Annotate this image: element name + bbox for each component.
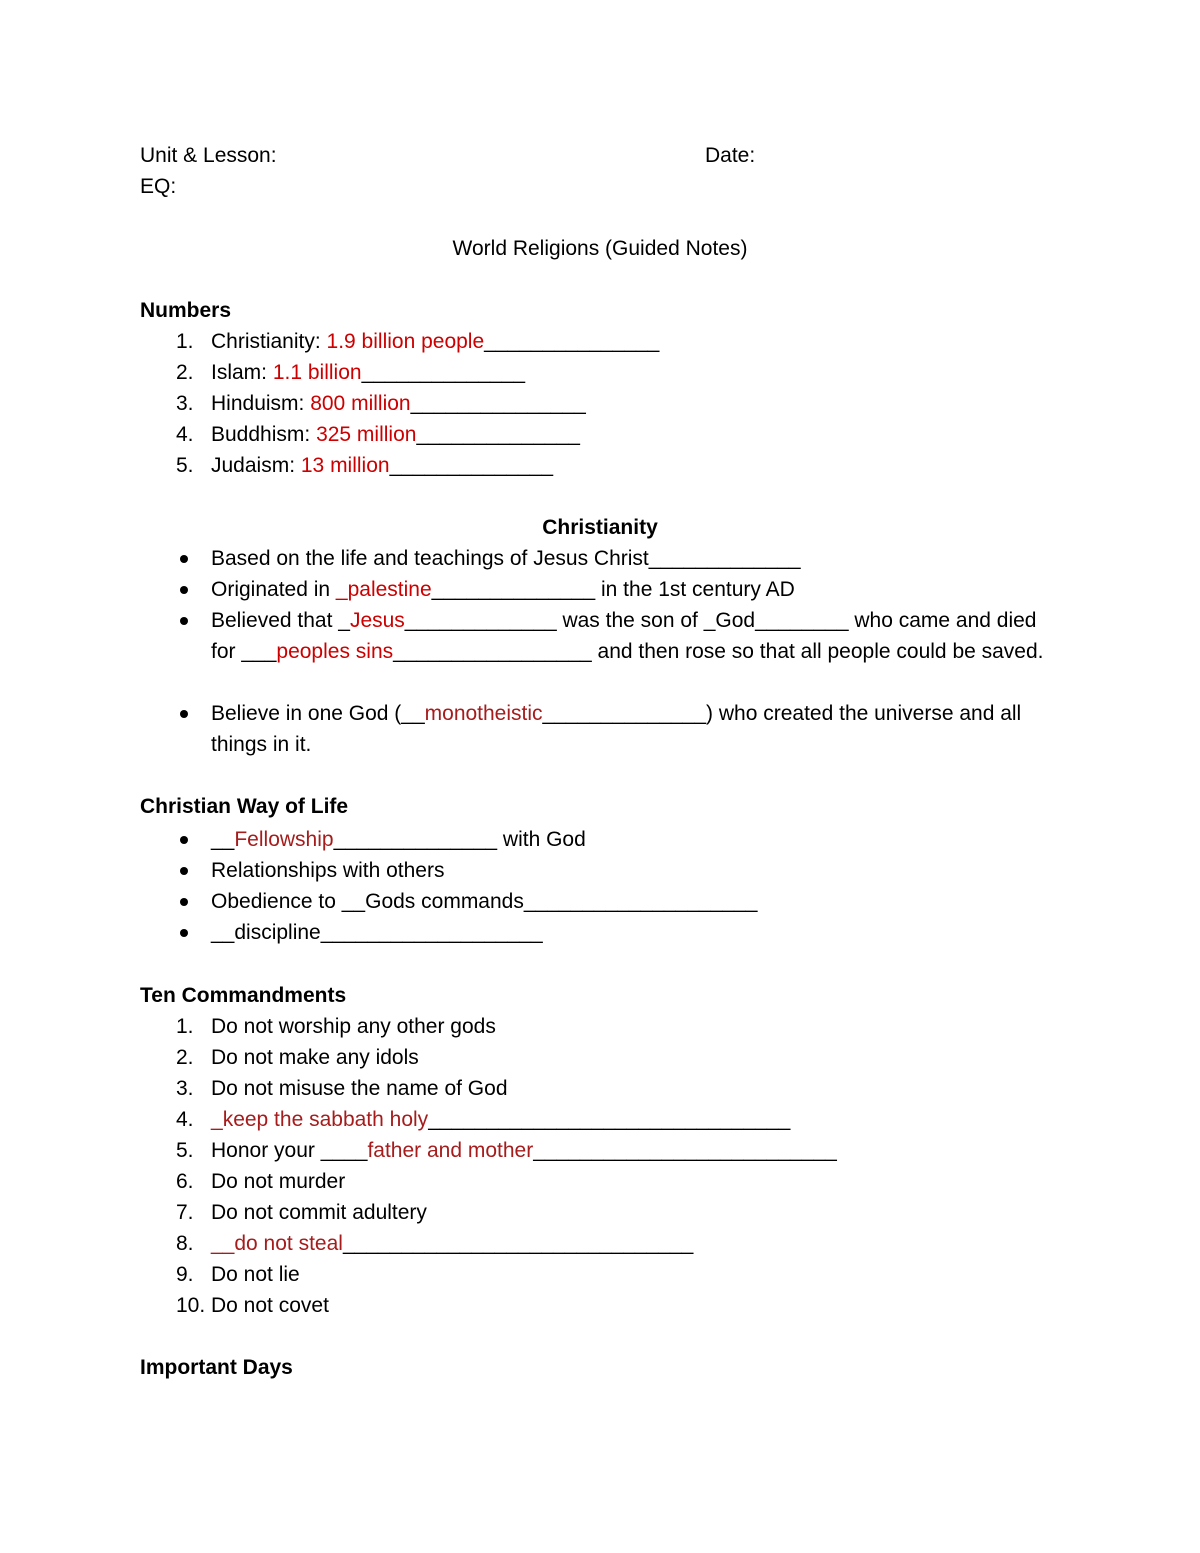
list-number: 9.: [176, 1263, 194, 1286]
answer-text: 325 million: [316, 423, 417, 446]
bullet-text: Relationships with others: [211, 859, 445, 882]
bullet-text: __: [211, 828, 235, 851]
answer-blank: ______________: [416, 423, 580, 446]
way-of-life-heading: Christian Way of Life: [140, 795, 349, 818]
christianity-heading: Christianity: [542, 516, 658, 539]
answer-text: palestine: [347, 578, 432, 601]
answer-blank: _: [335, 578, 348, 601]
unit-lesson-label: Unit & Lesson:: [140, 144, 277, 167]
item-label: Hinduism:: [211, 392, 311, 415]
list-number: 2.: [176, 361, 194, 384]
answer-text: keep the sabbath holy: [222, 1108, 429, 1131]
bullet-text: __discipline___________________: [211, 921, 543, 944]
item-text: Do not misuse the name of God: [211, 1077, 508, 1100]
bullet-text: Believe in one God (__: [211, 702, 425, 725]
item-text: Honor your ____: [211, 1139, 368, 1162]
date-label: Date:: [705, 144, 756, 167]
bullet-icon: [180, 898, 188, 906]
bullet-icon: [180, 617, 188, 625]
answer-text: peoples sins: [276, 640, 394, 663]
answer-blank: ______________: [389, 454, 554, 477]
bullet-icon: [180, 929, 188, 937]
bullet-text: ______________) who created the universe and all things in it.: [211, 702, 1028, 756]
bullet-text: ______________ with God: [333, 828, 586, 851]
item-text: Do not make any idols: [211, 1046, 419, 1069]
bullet-icon: [180, 710, 188, 718]
answer-text: father and mother: [367, 1139, 534, 1162]
bullet-text: Obedience to __Gods commands____________________: [211, 890, 758, 913]
document-title: World Religions (Guided Notes): [452, 237, 748, 260]
answer-blank: ______________: [361, 361, 526, 384]
list-number: 4.: [176, 1108, 194, 1131]
commandments-heading: Ten Commandments: [140, 984, 347, 1007]
answer-text: 1.1 billion: [272, 361, 362, 384]
answer-text: 1.9 billion people: [326, 330, 485, 353]
item-text: Do not commit adultery: [211, 1201, 427, 1224]
list-number: 8.: [176, 1232, 194, 1255]
answer-text: Fellowship: [234, 828, 334, 851]
item-label: Buddhism:: [211, 423, 317, 446]
list-number: 1.: [176, 330, 194, 353]
list-number: 10.: [176, 1294, 206, 1317]
answer-text: do not steal: [234, 1232, 343, 1255]
bullet-icon: [180, 586, 188, 594]
bullet-icon: [180, 836, 188, 844]
list-number: 7.: [176, 1201, 194, 1224]
bullet-text: Originated in: [211, 578, 336, 601]
answer-text: 13 million: [300, 454, 390, 477]
bullet-text: ______________ in the 1st century AD: [431, 578, 795, 601]
answer-text: Jesus: [349, 609, 405, 632]
bullet-icon: [180, 867, 188, 875]
answer-blank: _______________: [484, 330, 660, 353]
bullet-text: Believed that _: [211, 609, 350, 632]
important-days-heading: Important Days: [140, 1356, 293, 1379]
eq-label: EQ:: [140, 175, 177, 198]
list-number: 1.: [176, 1015, 194, 1038]
list-number: 6.: [176, 1170, 194, 1193]
answer-blank: __________________________: [533, 1139, 837, 1162]
list-number: 4.: [176, 423, 194, 446]
item-label: Islam:: [211, 361, 273, 384]
item-text: Do not covet: [211, 1294, 329, 1317]
list-number: 3.: [176, 1077, 194, 1100]
numbers-heading: Numbers: [140, 299, 232, 322]
list-number: 5.: [176, 1139, 194, 1162]
list-number: 3.: [176, 392, 194, 415]
list-number: 5.: [176, 454, 194, 477]
answer-blank: _: [211, 1108, 223, 1131]
list-number: 2.: [176, 1046, 194, 1069]
item-label: Christianity:: [211, 330, 327, 353]
item-text: Do not worship any other gods: [211, 1015, 496, 1038]
item-text: Do not lie: [211, 1263, 300, 1286]
bullet-icon: [180, 555, 188, 563]
answer-text: 800 million: [310, 392, 411, 415]
item-text: Do not murder: [211, 1170, 346, 1193]
answer-blank: ______________________________: [342, 1232, 694, 1255]
answer-text: monotheistic: [424, 702, 543, 725]
bullet-text: Based on the life and teachings of Jesus Christ_____________: [211, 547, 801, 570]
answer-blank: _______________________________: [428, 1108, 791, 1131]
bullet-text: _________________ and then rose so that all people could be saved.: [393, 640, 1044, 663]
answer-blank: __: [211, 1232, 235, 1255]
item-label: Judaism:: [211, 454, 301, 477]
bullet-text: _____________ was the son of _God________ who came and died for ___: [211, 609, 1043, 663]
answer-blank: _______________: [410, 392, 586, 415]
